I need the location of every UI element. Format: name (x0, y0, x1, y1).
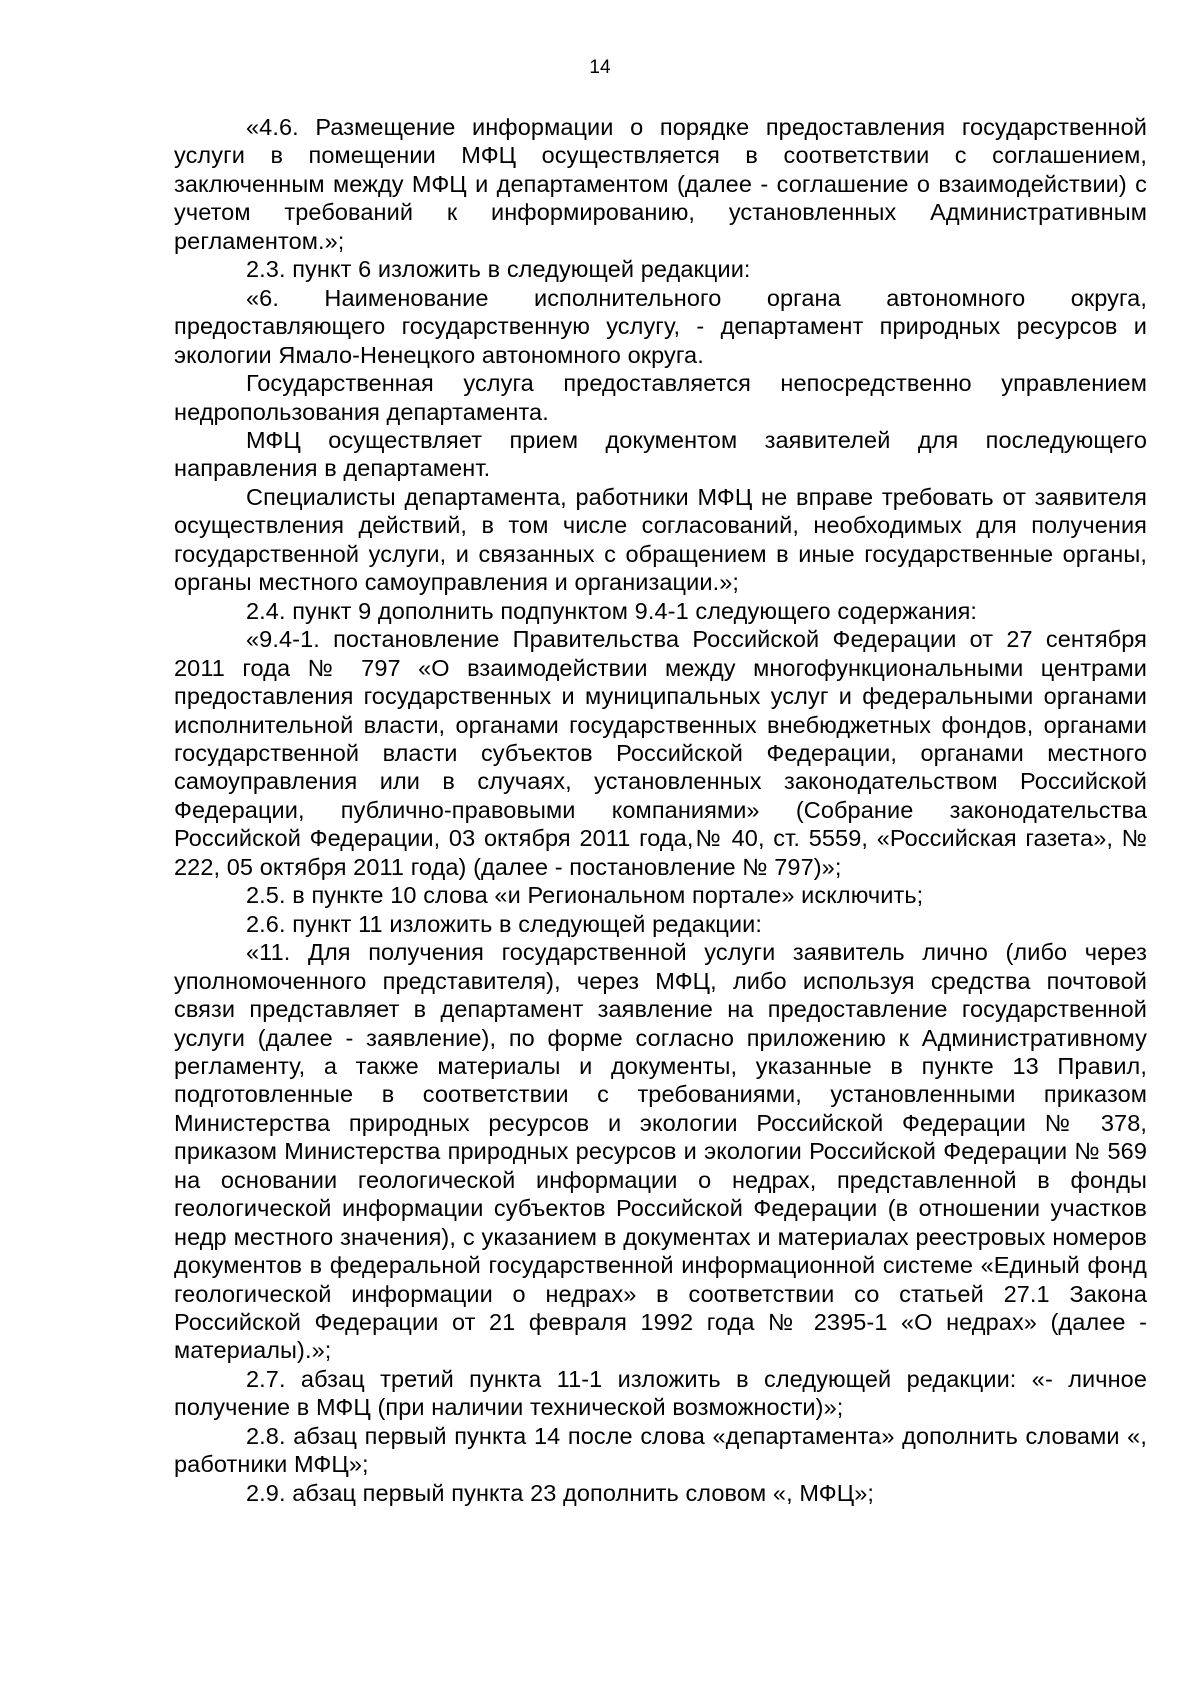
paragraph-9-4-1: «9.4-1. постановление Правительства Российской Федерации от 27 сентября 2011 года № 797 «О взаимодействии между многофункциональными центрами предоставления государственных и муниципальных услуг и федеральными органами исполнительной власти, органами государственных внебюджетных фондов, органами государственной власти субъектов Российской Федерации, органами местного самоуправления или в случаях, установленных законодательством Российской Федерации, публично-правовыми компаниями» (Собрание законодательства Российской Федерации, 03 октября 2011 года,№ 40, ст. 5559, «Российская газета», № 222, 05 октября 2011 года) (далее - постановление № 797)»; (174, 626, 1147, 880)
paragraph-2-5: 2.5. в пункте 10 слова «и Региональном портале» исключить; (246, 882, 924, 909)
paragraph-2-7: 2.7. абзац третий пункта 11-1 изложить в следующей редакции: «- личное получение в МФЦ (при наличии технической возможности)»; (174, 1365, 1147, 1421)
paragraph-11: «11. Для получения государственной услуги заявитель лично (либо через уполномоченного представителя), через МФЦ, либо используя средства почтовой связи представляет в департамент заявление на предоставление государственной услуги (далее - заявление), по форме согласно приложению к Административному регламенту, а также материалы и документы, указанные в пункте 13 Правил, подготовленные в соответствии с требованиями, установленными приказом Министерства природных ресурсов и экологии Российской Федерации № 378, приказом Министерства природных ресурсов и экологии Российской Федерации № 569 на основании геологической информации о недрах, представленной в фонды геологической информации субъектов Российской Федерации (в отношении участков недр местного значения), с указанием в документах и материалах реестровых номеров документов в федеральной государственной информационной системе «Единый фонд геологической информации о недрах» в соответствии со статьей 27.1 Закона Российской Федерации от 21 февраля 1992 года № 2395-1 «О недрах» (далее - материалы).»; (174, 939, 1147, 1364)
paragraph-2-6: 2.6. пункт 11 изложить в следующей редакции: (246, 910, 762, 937)
paragraph-4-6: «4.6. Размещение информации о порядке предоставления государственной услуги в помещении МФЦ осуществляется в соответствии с соглашением, заключенным между МФЦ и департаментом (далее - соглашение о взаимодействии) с учетом требований к информированию, установленных Административным регламентом.»; (174, 114, 1147, 254)
paragraph-2-3: 2.3. пункт 6 изложить в следующей редакции: (246, 256, 751, 283)
document-body (174, 113, 1147, 1507)
paragraph-specialists: Специалисты департамента, работники МФЦ не вправе требовать от заявителя осуществления действий, в том числе согласований, необходимых для получения государственной услуги, и связанных с обращением в иные государственные органы, органы местного самоуправления и организации.»; (174, 483, 1147, 596)
paragraph-mfc-intake: МФЦ осуществляет прием документом заявителей для последующего направления в департамент. (174, 426, 1147, 482)
paragraph-6: «6. Наименование исполнительного органа автономного округа, предоставляющего государственную услугу, - департамент природных ресурсов и экологии Ямало-Ненецкого автономного округа. (174, 284, 1147, 368)
paragraph-2-9: 2.9. абзац первый пункта 23 дополнить словом «, МФЦ»; (246, 1479, 875, 1506)
paragraph-state-service: Государственная услуга предоставляется непосредственно управлением недропользования департамента. (174, 370, 1147, 425)
paragraph-2-4: 2.4. пункт 9 дополнить подпунктом 9.4-1 следующего содержания: (246, 597, 978, 624)
page-number: 14 (589, 57, 611, 78)
paragraph-2-8: 2.8. абзац первый пункта 14 после слова «департамента» дополнить словами «, работники МФЦ»; (174, 1422, 1147, 1478)
